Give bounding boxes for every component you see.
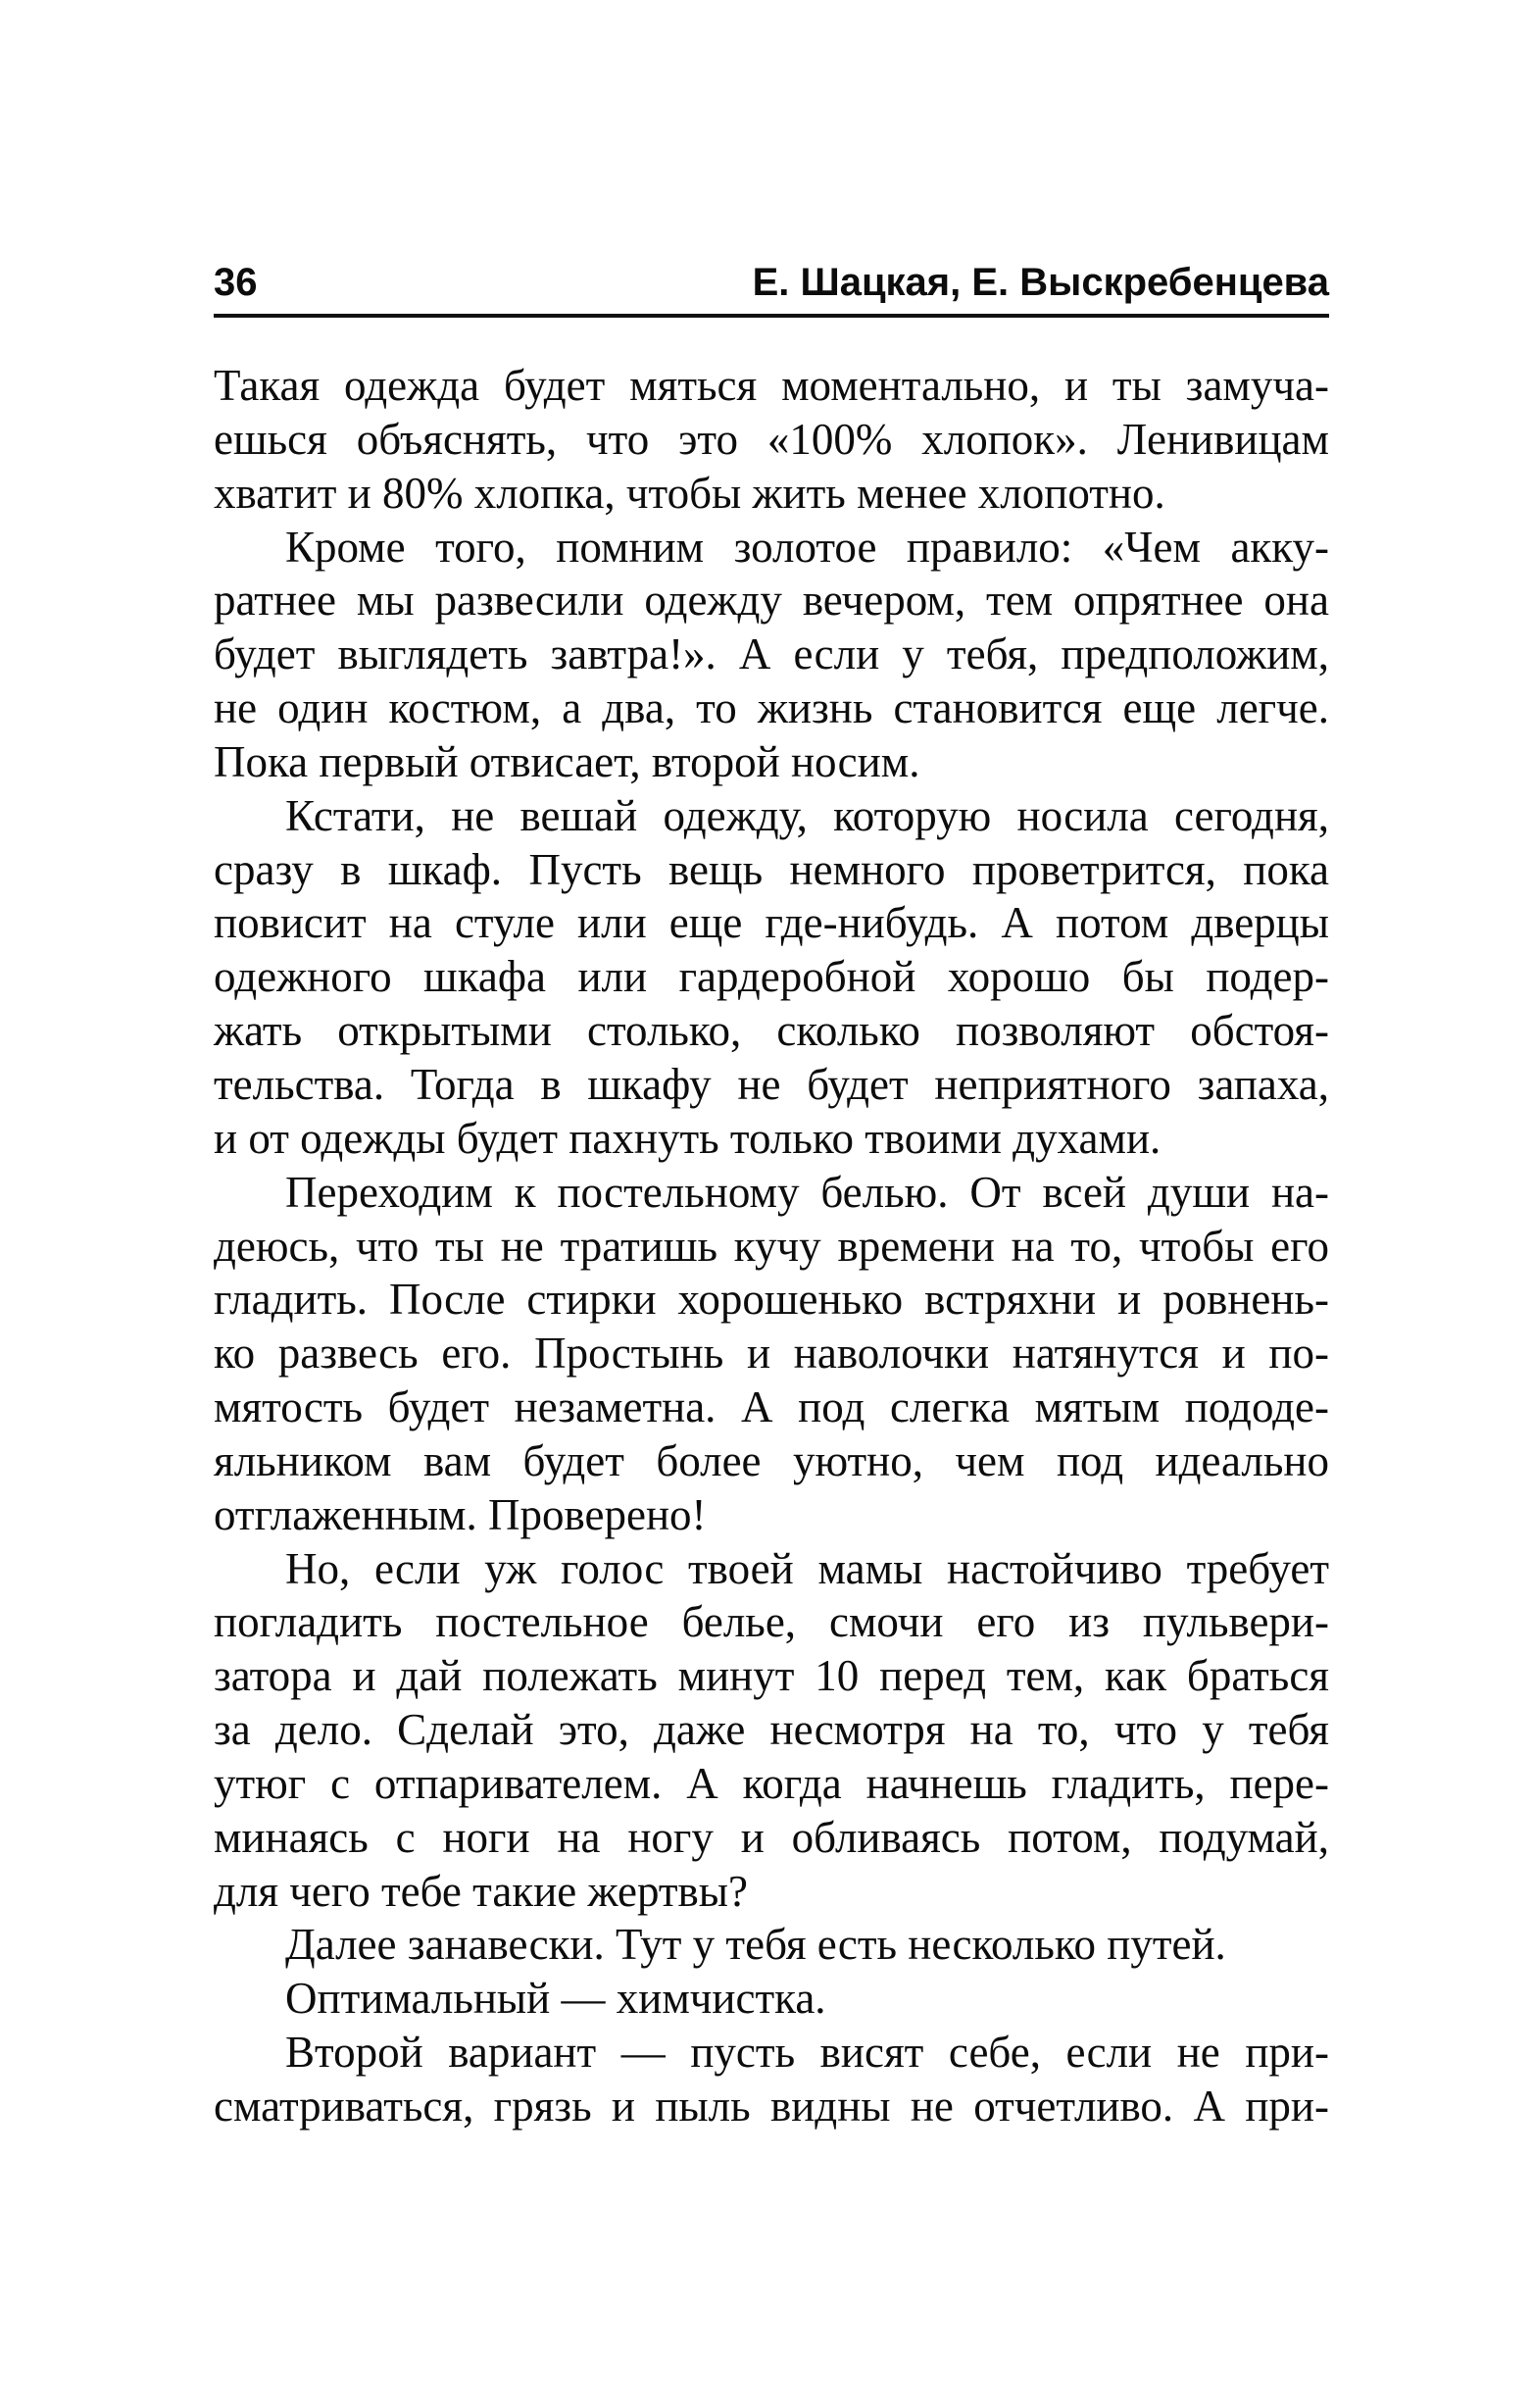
text-line: будет выглядеть завтра!». А если у тебя, предположим, — [214, 629, 1329, 679]
text-line: хватит и 80% хлопка, чтобы жить менее хлопотно. — [214, 468, 1165, 518]
text-line: не один костюм, а два, то жизнь становится еще легче. — [214, 683, 1329, 733]
header-rule — [214, 314, 1329, 318]
text-line: жать открытыми столько, сколько позволяют обстоя- — [214, 1006, 1329, 1056]
running-head: Е. Шацкая, Е. Выскребенцева — [752, 261, 1329, 304]
text-line: для чего тебе такие жертвы? — [214, 1866, 749, 1916]
text-line: Такая одежда будет мяться моментально, и ты замуча- — [214, 361, 1329, 410]
text-line: ешься объяснять, что это «100% хлопок». Ленивицам — [214, 414, 1329, 464]
text-line: Кроме того, помним золотое правило: «Чем акку- — [285, 522, 1329, 572]
text-line: повисит на стуле или еще где-нибудь. А потом дверцы — [214, 898, 1329, 948]
text-line: мятость будет незаметна. А под слегка мятым пододе- — [214, 1382, 1329, 1432]
text-line: гладить. После стирки хорошенько встряхни и ровнень- — [214, 1275, 1329, 1325]
text-line: и от одежды будет пахнуть только твоими духами. — [214, 1113, 1161, 1163]
text-line: минаясь с ноги на ногу и обливаясь потом, подумай, — [214, 1812, 1329, 1862]
text-line: одежного шкафа или гардеробной хорошо бы подер- — [214, 952, 1329, 1002]
page-number: 36 — [214, 261, 258, 304]
text-line: Переходим к постельному белью. От всей души на- — [285, 1167, 1329, 1217]
body-text — [214, 359, 1329, 2133]
text-line: сразу в шкаф. Пусть вещь немного проветрится, пока — [214, 844, 1329, 894]
text-line: Пока первый отвисает, второй носим. — [214, 736, 920, 786]
text-line: Далее занавески. Тут у тебя есть несколько путей. — [285, 1920, 1226, 1970]
text-line: тельства. Тогда в шкафу не будет неприятного запаха, — [214, 1059, 1329, 1109]
page-header — [214, 253, 1329, 314]
text-line: яльником вам будет более уютно, чем под идеально — [214, 1435, 1329, 1485]
text-line: за дело. Сделай это, даже несмотря на то, что у тебя — [214, 1705, 1329, 1755]
text-line: сматриваться, грязь и пыль видны не отчетливо. А при- — [214, 2082, 1329, 2131]
text-line: ко развесь его. Простынь и наволочки натянутся и по- — [214, 1329, 1329, 1379]
text-line: Кстати, не вешай одежду, которую носила сегодня, — [285, 790, 1329, 840]
text-line: утюг с отпаривателем. А когда начнешь гладить, пере- — [214, 1758, 1329, 1808]
text-line: Но, если уж голос твоей мамы настойчиво требует — [285, 1543, 1329, 1593]
text-line: погладить постельное белье, смочи его из пульвери- — [214, 1597, 1329, 1647]
text-line: ратнее мы развесили одежду вечером, тем опрятнее она — [214, 576, 1329, 626]
text-line: затора и дай полежать минут 10 перед тем, как браться — [214, 1651, 1329, 1701]
text-line: Оптимальный — химчистка. — [285, 1974, 826, 2024]
text-line: деюсь, что ты не тратишь кучу времени на то, чтобы его — [214, 1221, 1329, 1271]
text-line: Второй вариант — пусть висят себе, если не при- — [285, 2028, 1329, 2078]
text-line: отглаженным. Проверено! — [214, 1489, 707, 1539]
